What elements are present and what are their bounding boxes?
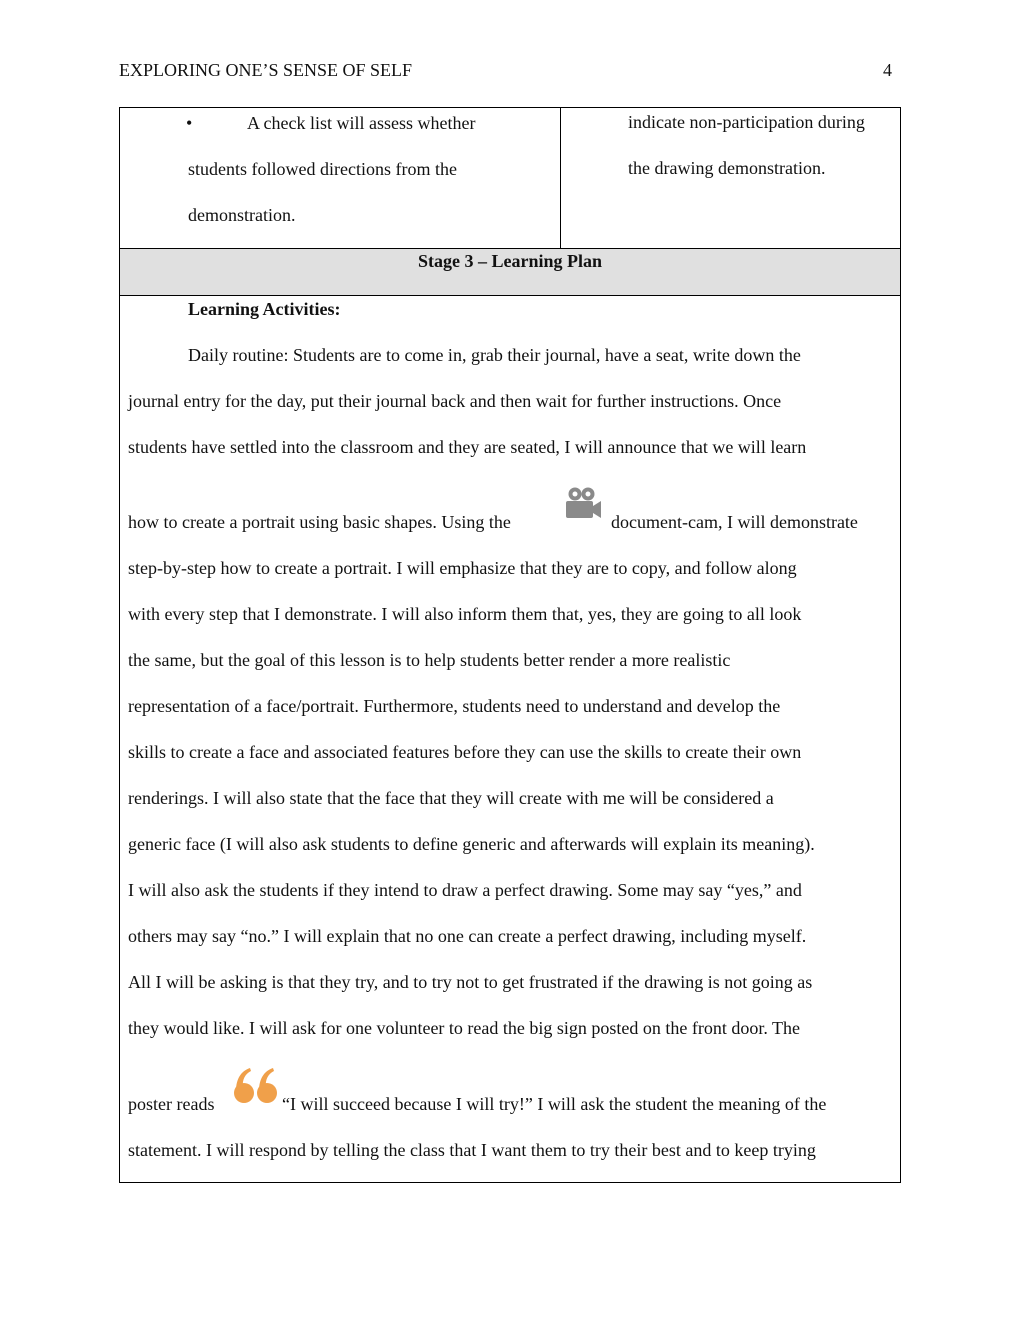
assessment-left-cell	[120, 108, 561, 248]
body-line: poster reads	[128, 1094, 215, 1114]
body-line: the same, but the goal of this lesson is to help students better render a more realistic	[128, 650, 731, 670]
learning-activities-cell	[120, 296, 900, 1182]
video-camera-icon	[563, 486, 603, 522]
body-line: students have settled into the classroom and they are seated, I will announce that we will learn	[128, 437, 807, 457]
bullet: •	[186, 113, 193, 133]
body-line: representation of a face/portrait. Furthermore, students need to understand and develop the	[128, 696, 781, 716]
body-line: “I will succeed because I will try!” I will ask the student the meaning of the	[282, 1094, 827, 1114]
body-line: how to create a portrait using basic shapes. Using the	[128, 512, 511, 532]
learning-activities-heading: Learning Activities:	[188, 299, 341, 319]
body-line: step-by-step how to create a portrait. I will emphasize that they are to copy, and follow along	[128, 558, 797, 578]
body-line: others may say “no.” I will explain that no one can create a perfect drawing, including myself.	[128, 926, 807, 946]
stage-heading: Stage 3 – Learning Plan	[417, 251, 602, 271]
body-line: renderings. I will also state that the face that they will create with me will be considered a	[128, 788, 774, 808]
left-line-3: demonstration.	[188, 205, 296, 225]
body-line: document-cam, I will demonstrate	[611, 512, 858, 532]
left-line-2: students followed directions from the	[188, 159, 457, 179]
assessment-row	[120, 108, 900, 249]
body-line: generic face (I will also ask students to define generic and afterwards will explain its meaning).	[128, 834, 815, 854]
running-header	[119, 60, 892, 84]
left-line-1: A check list will assess whether	[247, 113, 476, 133]
body-line: Daily routine: Students are to come in, grab their journal, have a seat, write down the	[188, 345, 801, 365]
quote-icon	[233, 1067, 279, 1105]
lesson-plan-table	[119, 107, 901, 1183]
right-line-2: the drawing demonstration.	[628, 158, 826, 178]
body-line: statement. I will respond by telling the class that I want them to try their best and to keep trying	[128, 1140, 816, 1160]
body-line: skills to create a face and associated features before they can use the skills to create their own	[128, 742, 802, 762]
body-line: I will also ask the students if they intend to draw a perfect drawing. Some may say “yes,” and	[128, 880, 802, 900]
assessment-right-cell	[561, 108, 900, 248]
page-number: 4	[883, 60, 892, 80]
body-line: with every step that I demonstrate. I will also inform them that, yes, they are going to all look	[128, 604, 802, 624]
stage-3-heading-row	[120, 249, 900, 296]
body-line: All I will be asking is that they try, and to try not to get frustrated if the drawing is not going as	[128, 972, 813, 992]
body-line: they would like. I will ask for one volunteer to read the big sign posted on the front door. The	[128, 1018, 801, 1038]
body-line: journal entry for the day, put their journal back and then wait for further instructions. Once	[128, 391, 782, 411]
right-line-1: indicate non-participation during	[628, 112, 865, 132]
running-head-title: EXPLORING ONE’S SENSE OF SELF	[119, 60, 413, 80]
